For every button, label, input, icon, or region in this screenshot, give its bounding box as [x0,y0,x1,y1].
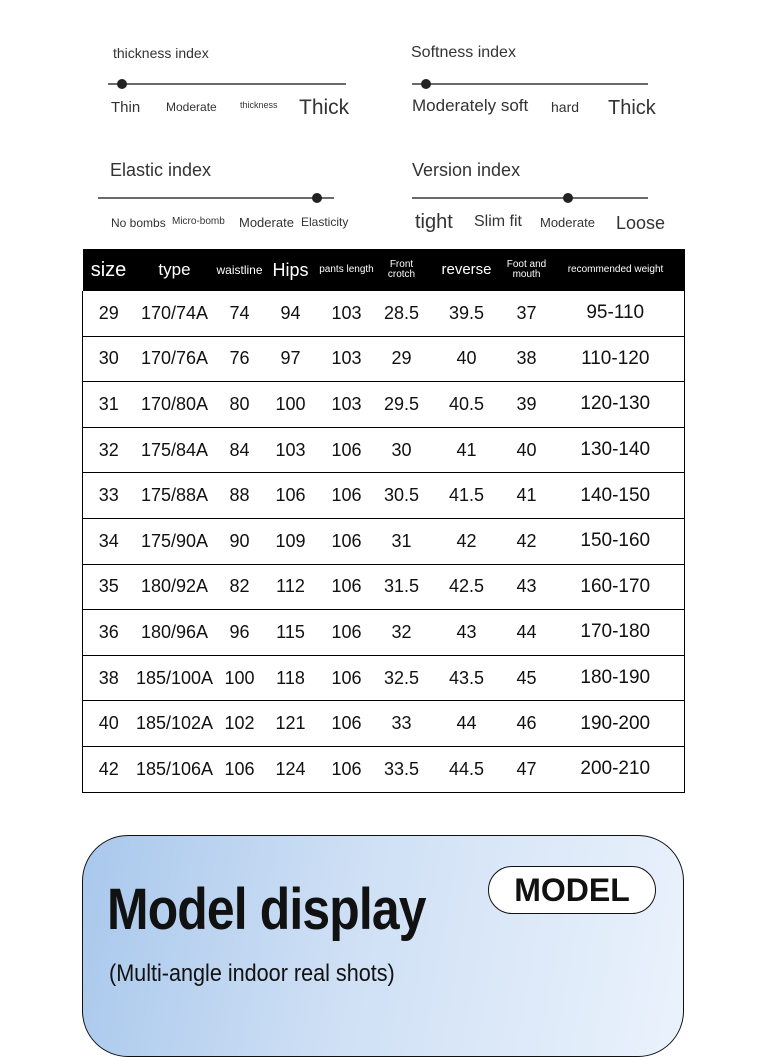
cell-foot-and-mouth: 46 [507,701,547,747]
cell-type: 170/80A [135,382,215,428]
cell-front-crotch: 30 [377,427,427,473]
cell-waistline: 82 [215,564,265,610]
table-row [83,382,685,428]
cell-foot-and-mouth: 41 [507,473,547,519]
cell-recommended-weight: 95-110 [547,291,685,336]
version-option-slim-fit: Slim fit [474,213,522,230]
cell-size: 36 [83,610,135,656]
cell-hips: 112 [265,564,317,610]
elastic-slider-knob [312,193,322,203]
version-slider-knob [563,193,573,203]
cell-type: 185/102A [135,701,215,747]
cell-size: 40 [83,701,135,747]
cell-foot-and-mouth: 40 [507,427,547,473]
cell-waistline: 84 [215,427,265,473]
cell-waistline: 80 [215,382,265,428]
softness-index-title: Softness index [411,44,516,61]
table-row [83,746,685,792]
cell-hips: 97 [265,336,317,382]
cell-size: 34 [83,518,135,564]
cell-size: 29 [83,291,135,336]
softness-option-hard: hard [551,99,580,115]
cell-foot-and-mouth: 38 [507,336,547,382]
cell-hips: 121 [265,701,317,747]
cell-reverse: 41 [427,427,507,473]
cell-size: 42 [83,746,135,792]
cell-front-crotch: 31.5 [377,564,427,610]
cell-front-crotch: 31 [377,518,427,564]
cell-foot-and-mouth: 47 [507,746,547,792]
cell-pants-length: 103 [317,382,377,428]
cell-front-crotch: 32 [377,610,427,656]
cell-reverse: 44.5 [427,746,507,792]
header-reverse: reverse [427,249,507,291]
cell-pants-length: 103 [317,291,377,336]
cell-recommended-weight: 200-210 [547,746,685,792]
cell-pants-length: 106 [317,427,377,473]
cell-foot-and-mouth: 42 [507,518,547,564]
cell-foot-and-mouth: 45 [507,655,547,701]
cell-hips: 103 [265,427,317,473]
cell-front-crotch: 30.5 [377,473,427,519]
softness-slider-knob [421,79,431,89]
cell-size: 38 [83,655,135,701]
elastic-option-elasticity: Elasticity [301,215,349,229]
cell-hips: 124 [265,746,317,792]
cell-type: 170/74A [135,291,215,336]
cell-recommended-weight: 160-170 [547,564,685,610]
banner-subtitle: (Multi-angle indoor real shots) [109,960,395,987]
cell-reverse: 42.5 [427,564,507,610]
cell-size: 30 [83,336,135,382]
cell-size: 31 [83,382,135,428]
header-size: size [83,249,135,291]
cell-reverse: 41.5 [427,473,507,519]
cell-waistline: 96 [215,610,265,656]
cell-recommended-weight: 140-150 [547,473,685,519]
thickness-option-thick: Thick [299,96,350,119]
cell-waistline: 100 [215,655,265,701]
cell-hips: 109 [265,518,317,564]
table-row [83,701,685,747]
banner-title: Model display [107,877,426,942]
cell-size: 35 [83,564,135,610]
cell-foot-and-mouth: 43 [507,564,547,610]
version-option-loose: Loose [616,213,666,233]
cell-pants-length: 106 [317,746,377,792]
header-foot-and-mouth: Foot and mouth [507,249,547,291]
table-row [83,336,685,382]
cell-type: 180/96A [135,610,215,656]
elastic-index-title: Elastic index [110,160,212,180]
table-row [83,610,685,656]
header-type: type [135,249,215,291]
version-option-tight: tight [415,211,453,233]
thickness-slider-track [108,83,346,85]
version-option-moderate: Moderate [540,215,595,230]
cell-recommended-weight: 110-120 [547,336,685,382]
elastic-slider-track [98,197,334,199]
cell-recommended-weight: 120-130 [547,382,685,428]
cell-waistline: 88 [215,473,265,519]
thickness-slider-knob [117,79,127,89]
softness-option-thick: Thick [608,97,656,119]
cell-hips: 94 [265,291,317,336]
cell-reverse: 39.5 [427,291,507,336]
cell-hips: 118 [265,655,317,701]
cell-hips: 100 [265,382,317,428]
cell-type: 185/106A [135,746,215,792]
cell-size: 32 [83,427,135,473]
size-chart-table [82,249,685,793]
cell-waistline: 90 [215,518,265,564]
header-waistline: waistline [215,249,265,291]
header-front-crotch: Front crotch [377,249,427,291]
cell-pants-length: 106 [317,473,377,519]
cell-type: 175/84A [135,427,215,473]
cell-hips: 115 [265,610,317,656]
cell-front-crotch: 29.5 [377,382,427,428]
cell-reverse: 40.5 [427,382,507,428]
cell-reverse: 42 [427,518,507,564]
cell-recommended-weight: 190-200 [547,701,685,747]
elastic-option-no-bombs: No bombs [111,216,166,230]
cell-front-crotch: 33.5 [377,746,427,792]
cell-recommended-weight: 170-180 [547,610,685,656]
cell-front-crotch: 29 [377,336,427,382]
cell-pants-length: 106 [317,655,377,701]
cell-pants-length: 106 [317,564,377,610]
cell-waistline: 102 [215,701,265,747]
table-row [83,564,685,610]
cell-pants-length: 106 [317,610,377,656]
cell-pants-length: 106 [317,518,377,564]
cell-foot-and-mouth: 37 [507,291,547,336]
cell-recommended-weight: 150-160 [547,518,685,564]
cell-hips: 106 [265,473,317,519]
cell-pants-length: 106 [317,701,377,747]
cell-reverse: 43.5 [427,655,507,701]
cell-front-crotch: 32.5 [377,655,427,701]
cell-size: 33 [83,473,135,519]
thickness-option-thickness: thickness [240,100,278,110]
cell-waistline: 76 [215,336,265,382]
table-row [83,427,685,473]
elastic-option-micro-bomb: Micro-bomb [172,216,225,227]
cell-front-crotch: 33 [377,701,427,747]
cell-foot-and-mouth: 39 [507,382,547,428]
version-index-title: Version index [412,160,521,180]
cell-type: 185/100A [135,655,215,701]
header-recommended-weight: recommended weight [547,249,685,291]
thickness-option-moderate: Moderate [166,100,217,114]
header-pants-length: pants length [317,249,377,291]
table-header-row [83,249,685,291]
table-row [83,291,685,336]
cell-front-crotch: 28.5 [377,291,427,336]
thickness-index-title: thickness index [113,45,209,61]
model-badge: MODEL [488,866,656,914]
cell-waistline: 106 [215,746,265,792]
cell-foot-and-mouth: 44 [507,610,547,656]
cell-type: 175/88A [135,473,215,519]
cell-waistline: 74 [215,291,265,336]
cell-reverse: 43 [427,610,507,656]
table-row [83,518,685,564]
cell-type: 175/90A [135,518,215,564]
version-slider-track [412,197,648,199]
cell-reverse: 40 [427,336,507,382]
cell-type: 180/92A [135,564,215,610]
softness-option-moderately-soft: Moderately soft [412,96,529,115]
softness-slider-track [412,83,648,85]
cell-recommended-weight: 130-140 [547,427,685,473]
cell-recommended-weight: 180-190 [547,655,685,701]
cell-pants-length: 103 [317,336,377,382]
elastic-option-moderate: Moderate [239,215,294,230]
cell-type: 170/76A [135,336,215,382]
thickness-option-thin: Thin [111,99,141,116]
cell-reverse: 44 [427,701,507,747]
table-row [83,655,685,701]
table-row [83,473,685,519]
header-hips: Hips [265,249,317,291]
